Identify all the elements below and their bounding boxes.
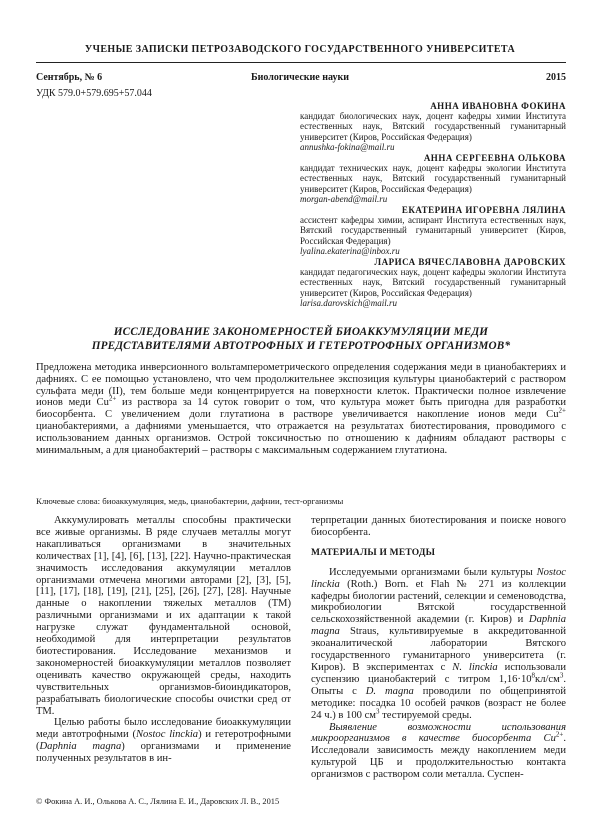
- superscript: 3: [559, 671, 564, 680]
- text-run: Целью работы было исследование биоаккумуляции меди автотрофными (: [36, 717, 291, 741]
- abstract-text: из раствора за 14 суток говорит о том, что культура может быть пригодна для разработки биосорбента. С увеличением доли глутатиона в растворе увеличивается накопление ионов меди Cu: [36, 397, 567, 421]
- issue-label: Сентябрь, № 6: [36, 72, 103, 83]
- authors-block: [300, 101, 566, 308]
- subsection-title: Выявление возможности использования микроорганизмов в качестве биосорбента Cu: [311, 721, 566, 745]
- text-run: . Исследовали зависимость между накоплением меди культурой ЦБ и продолжительностью контакта организмов с раствором соли металла. Суспен-: [311, 733, 566, 781]
- species-name: Nostoc linckia: [311, 566, 566, 590]
- copyright: © Фокина А. И., Олькова А. С., Лялина Е. И., Даровских Л. В., 2015: [36, 797, 280, 806]
- text-run: Straus, культивируемые в аккредитованной экоаналитической лаборатории Вятского государственного гуманитарного университета (г. Киров). В экспериментах с: [311, 626, 566, 673]
- author-name: ЛАРИСА ВЯЧЕСЛАВОВНА ДАРОВСКИХ: [374, 257, 566, 268]
- section-heading: МАТЕРИАЛЫ И МЕТОДЫ: [311, 547, 436, 558]
- author-affiliation: кандидат технических наук, доцент кафедры экологии Института естественных наук, Вятский государственный гуманитарный университет (Киров, Российская Федерация): [300, 163, 566, 194]
- species-name: D. magna: [365, 685, 414, 697]
- author-name: ЕКАТЕРИНА ИГОРЕВНА ЛЯЛИНА: [401, 205, 566, 216]
- text-run: кл/см: [535, 673, 560, 685]
- superscript: 2+: [558, 406, 566, 415]
- text-run: . Опыты с: [311, 673, 566, 697]
- superscript: 8: [531, 671, 536, 680]
- superscript: 2+: [555, 730, 564, 739]
- abstract: [36, 362, 566, 456]
- body-paragraph: Аккумулировать металлы способны практически все живые организмы. В ряде случаев металлы могут накапливаться организмами в значительных количествах [1], [4], [6], [13], [22]. Научно-практическая значимость исследования аккумуляции металлов организмами отмечена многими авторами [2], [3], [5], [11], [17], [18], [19], [21], [25], [26], [27], [28]. Научные данные о накоплении тяжелых металлов (ТМ) различными организмами и их адаптации к такой нагрузке служат фундаментальной основой, необходимой для интерпретации результатов биотестирования. Исследование механизмов и закономерностей биоаккумуляции металлов позволяет оценивать качество окружающей среды, находить чувствительных организмов-биоиндикаторов, разрабатывать биологические способы очистки сред от ТМ.: [36, 515, 291, 717]
- species-name: Daphnia magna: [39, 741, 122, 753]
- text-run: ) и гетеротрофными (: [36, 729, 291, 753]
- author-email[interactable]: annushka-fokina@mail.ru: [300, 141, 395, 152]
- section-label: Биологические науки: [250, 72, 350, 83]
- text-run: Исследуемыми организмами были культуры: [329, 566, 537, 578]
- journal-title: УЧЕНЫЕ ЗАПИСКИ ПЕТРОЗАВОДСКОГО ГОСУДАРСТВЕННОГО УНИВЕРСИТЕТА: [84, 44, 516, 55]
- left-column: [36, 515, 291, 765]
- abstract-text: Предложена методика инверсионного вольтамперометрического определения содержания меди в цианобактериях и дафниях. С ее помощью установлено, что чем продолжительнее экспозиция культуры цианобактерий с раствором сульфата меди (II), тем больше меди концентрируется на поверхности клеток. Практически полное извлечение ионов меди Cu: [36, 362, 566, 409]
- author-affiliation: ассистент кафедры химии, аспирант Института естественных наук, Вятский государственный гуманитарный университет (Киров, Российская Федерация): [300, 215, 566, 246]
- superscript: 2+: [108, 394, 117, 403]
- text-run: использовали суспензию цианобактерий с титром 1,16·10: [311, 661, 567, 685]
- year-label: 2015: [546, 72, 566, 83]
- article-title: [36, 325, 566, 353]
- title-line: ИССЛЕДОВАНИЕ ЗАКОНОМЕРНОСТЕЙ БИОАККУМУЛЯЦИИ МЕДИ: [113, 326, 489, 338]
- right-column: [311, 515, 566, 781]
- title-line: ПРЕДСТАВИТЕЛЯМИ АВТОТРОФНЫХ И ГЕТЕРОТРОФНЫХ ОРГАНИЗМОВ*: [91, 340, 511, 352]
- text-run: (Roth.) Born. et Flah № 271 из коллекции кафедры биологии растений, селекции и семеноводства, микробиологии Вятской государственной сельскохозяйственной академии (г. Киров) и: [311, 578, 566, 626]
- abstract-text: цианобактериями, а дафниями уменьшается, что отражается на результатах биотестирования, проводимого с использованием данных организмов. Острой токсичностью по отношению к дафниям обладают растворы с минимальным, а для цианобактерий – растворы с максимальным содержанием глутатиона.: [36, 420, 566, 456]
- species-name: Nostoc linckia: [135, 729, 199, 741]
- species-name: N. linckia: [452, 661, 498, 673]
- text-run: проводили по общепринятой методике: посадка 10 особей рачков (возраст не более 24 ч.) в 100 см: [311, 685, 566, 721]
- body-paragraph: [311, 567, 566, 722]
- species-name: Daphnia magna: [311, 614, 566, 638]
- author-email[interactable]: larisa.darovskich@mail.ru: [300, 297, 397, 308]
- udk-code: УДК 579.0+579.695+57.044: [36, 88, 152, 99]
- text-run: ) организмами и применение полученных результатов в ин-: [36, 741, 291, 765]
- author-affiliation: кандидат биологических наук, доцент кафедры химии Института естественных наук, Вятский государственный гуманитарный университет (Киров, Российская Федерация): [300, 111, 566, 142]
- text-run: тестируемой среды.: [379, 709, 472, 721]
- author-affiliation: кандидат педагогических наук, доцент кафедры экологии Института естественных наук, Вятский государственный гуманитарный университет (Киров, Российская Федерация): [300, 267, 566, 298]
- author-email[interactable]: lyalina.ekaterina@inbox.ru: [300, 245, 400, 256]
- body-paragraph: [311, 722, 566, 782]
- body-paragraph: [36, 717, 291, 765]
- header-rule: [36, 62, 566, 63]
- superscript: 3: [376, 707, 380, 716]
- author-email[interactable]: morgan-abend@mail.ru: [300, 193, 388, 204]
- author-name: АННА СЕРГЕЕВНА ОЛЬКОВА: [423, 153, 566, 164]
- keywords: Ключевые слова: биоаккумуляция, медь, цианобактерии, дафнии, тест-организмы: [36, 496, 344, 506]
- author-name: АННА ИВАНОВНА ФОКИНА: [430, 101, 566, 111]
- body-paragraph: терпретации данных биотестирования и поиске нового биосорбента.: [311, 515, 566, 538]
